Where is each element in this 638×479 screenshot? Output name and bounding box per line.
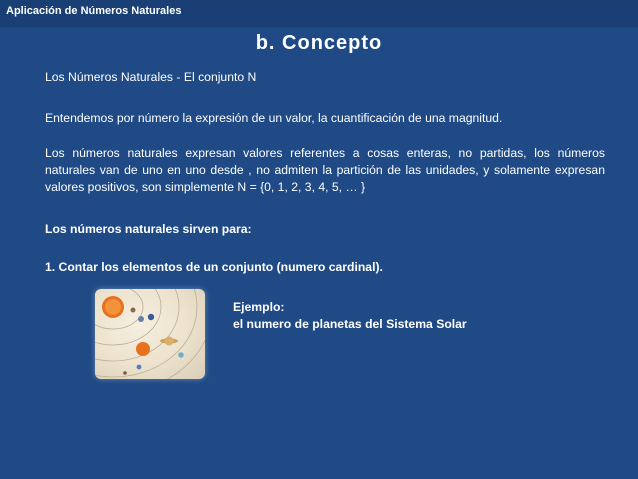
paragraph-use-1: 1. Contar los elementos de un conjunto (numero cardinal). (45, 260, 383, 274)
example-heading: Ejemplo: (233, 300, 285, 314)
header-bar (0, 0, 638, 27)
header-label: Aplicación de Números Naturales (6, 5, 182, 17)
solar-system-image (95, 289, 205, 379)
paragraph-uses-heading: Los números naturales sirven para: (45, 222, 252, 236)
paragraph-description: Los números naturales expresan valores referentes a cosas enteras, no partidas, los números naturales van de uno en uno desde , no admiten la partición de las unidades, y solamente expresan valores positivos, son simplemente N = {0, 1, 2, 3, 4, 5, … } (45, 146, 605, 194)
example-block (233, 299, 467, 333)
solar-system-icon (95, 289, 205, 379)
paragraph-title: Los Números Naturales - El conjunto N (45, 70, 257, 84)
paragraph-definition: Entendemos por número la expresión de un valor, la cuantificación de una magnitud. (45, 111, 503, 125)
slide-title: b. Concepto (255, 32, 383, 54)
example-text: el numero de planetas del Sistema Solar (233, 317, 467, 331)
